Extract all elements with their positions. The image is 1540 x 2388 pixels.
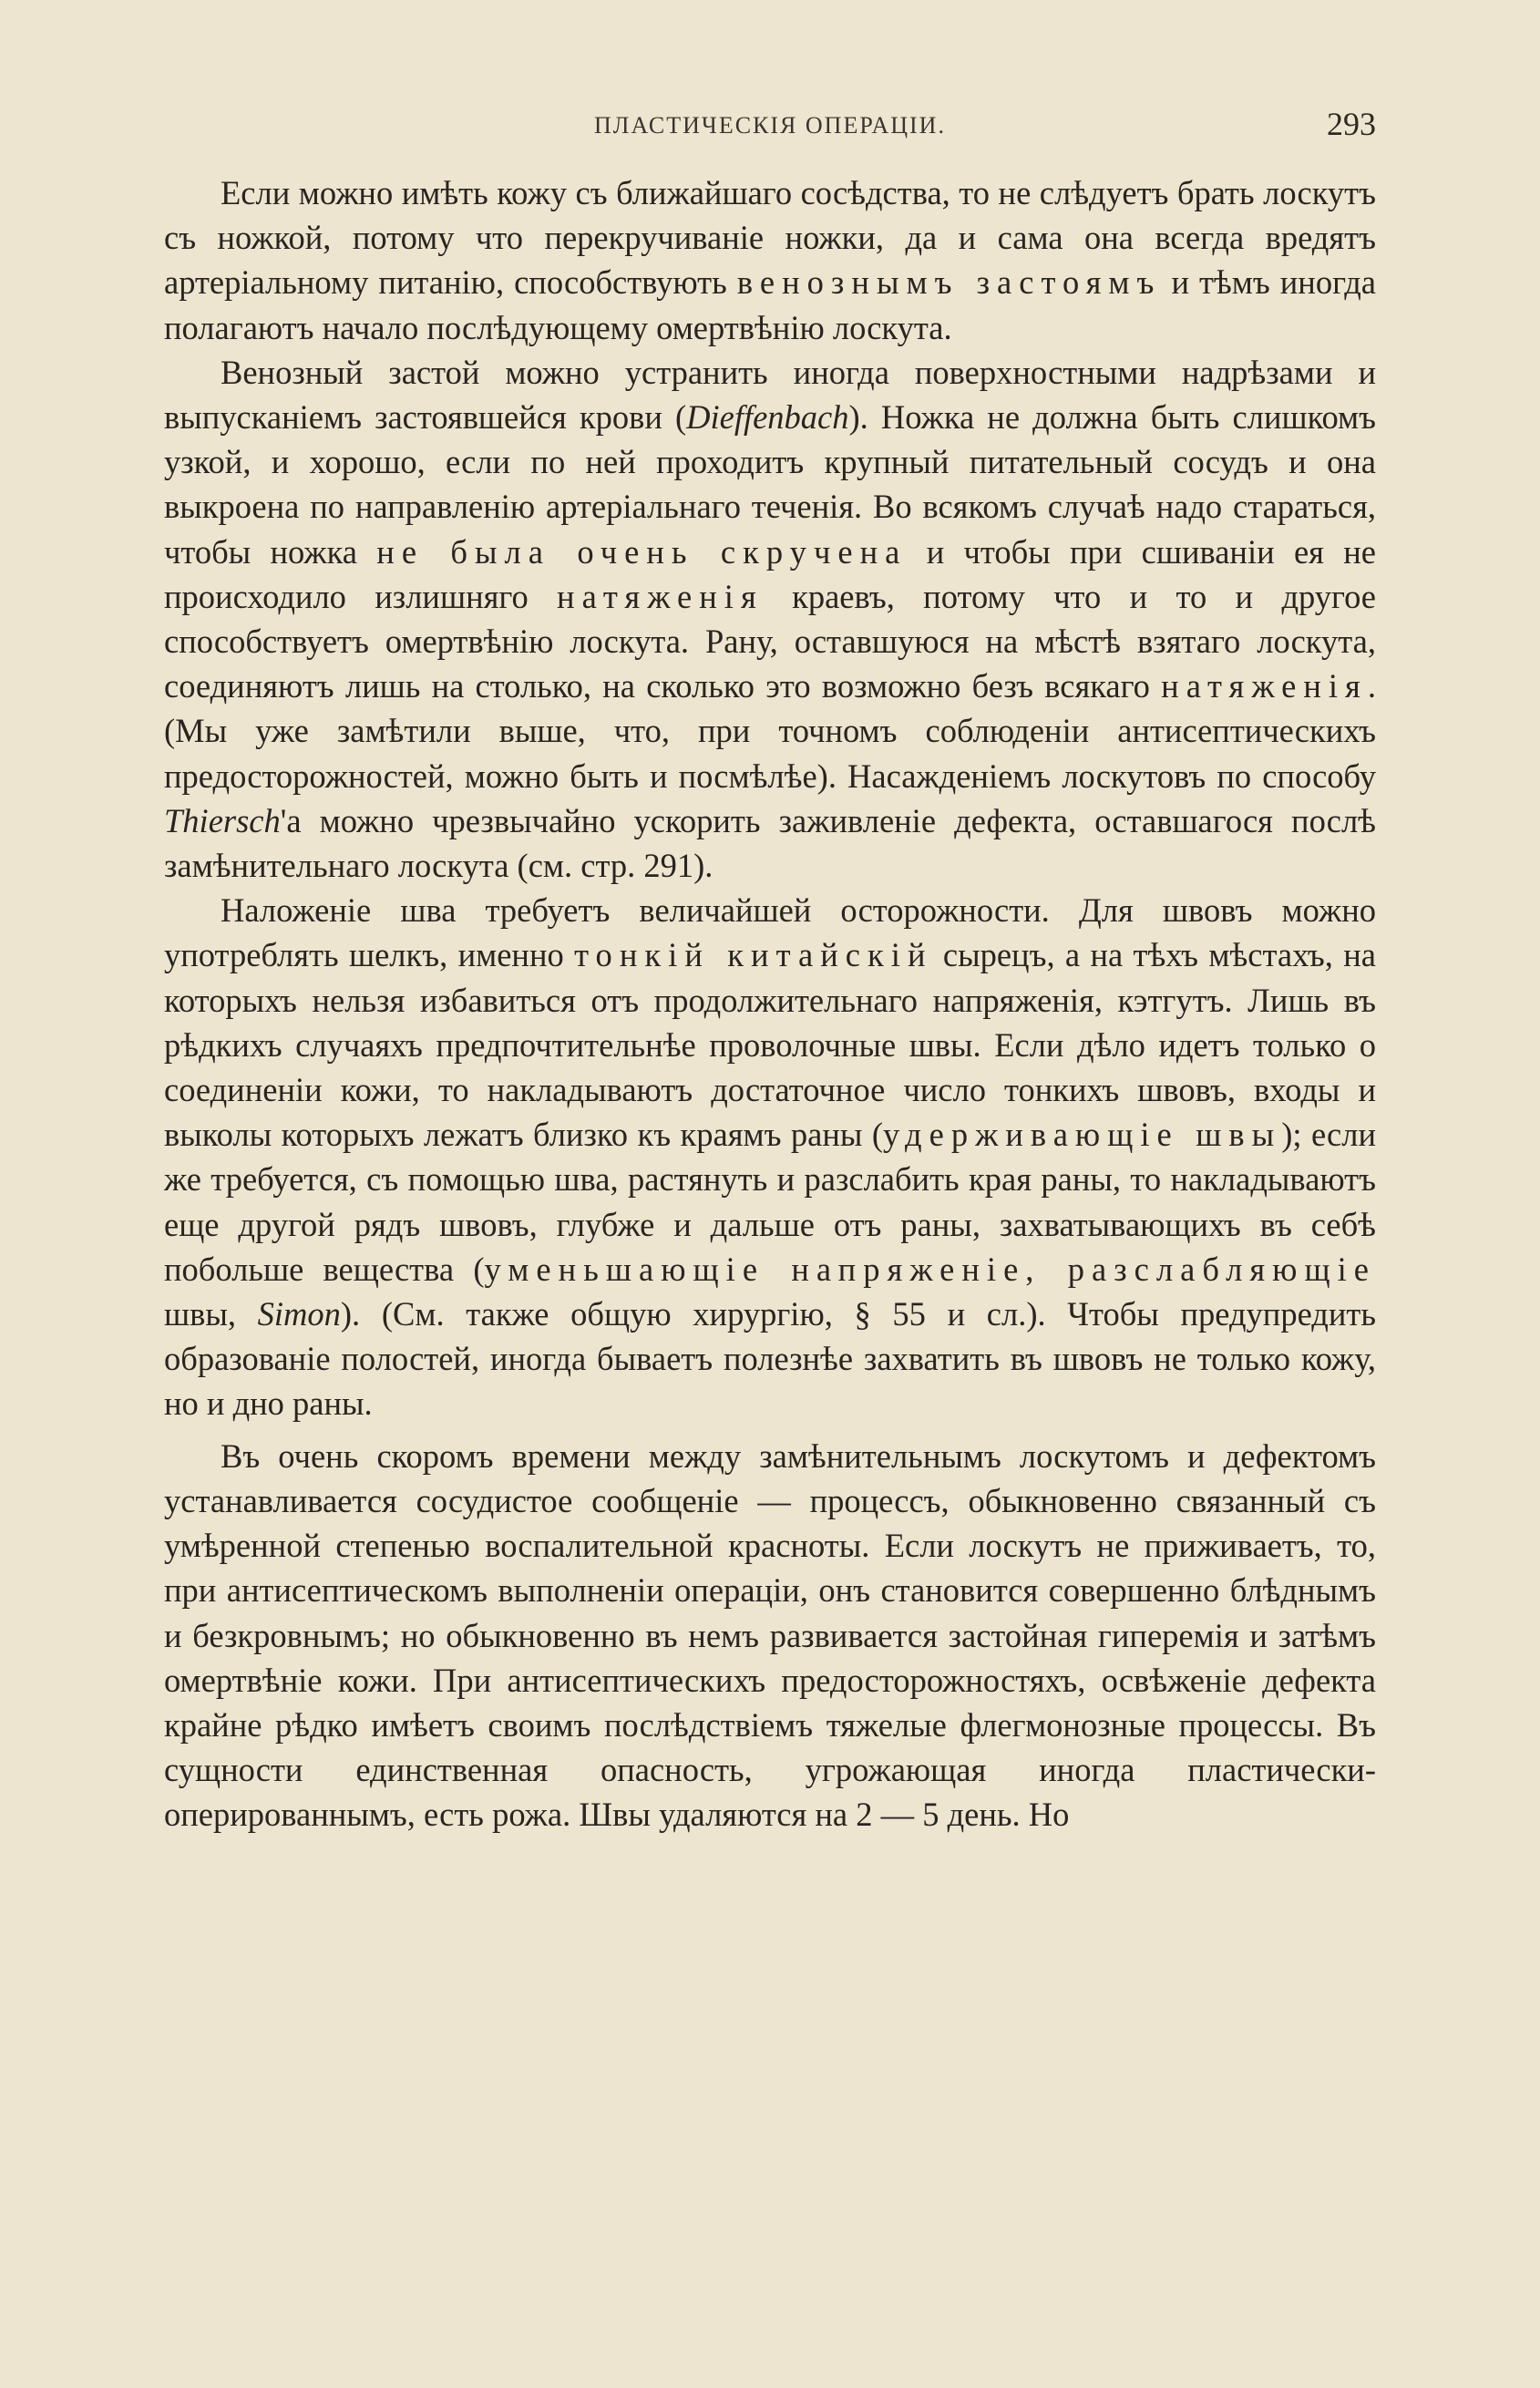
spaced-emphasis: натяженія: [1161, 667, 1368, 705]
text-run: ); если же требуется, съ помощью шва, растянуть и разслабить края раны, то накладываютъ еще другой рядъ швовъ, глубже и дальше отъ раны, захватывающихъ въ себѣ побольше вещества (: [164, 1116, 1376, 1288]
spaced-emphasis: венознымъ застоямъ: [736, 263, 1162, 302]
paragraph-2: [164, 350, 1376, 888]
text-run: швы,: [164, 1295, 258, 1333]
italic-name: Dieffenbach: [686, 398, 849, 437]
spaced-emphasis: натяженія: [557, 577, 764, 615]
page-number: 293: [1327, 106, 1376, 142]
body-text: [164, 170, 1376, 1837]
spaced-emphasis: не была очень скручена: [376, 532, 908, 571]
text-run: краевъ, потому что и то и другое способствуетъ омертвѣнію лоскута. Рану, оставшуюся на мѣстѣ взятаго лоскута, соединяютъ лишь на столько, на сколько это возможно безъ всякаго: [164, 577, 1376, 705]
spaced-emphasis: удерживающіе швы: [883, 1116, 1282, 1154]
running-title: ПЛАСТИЧЕСКІЯ ОПЕРАЦІИ.: [594, 112, 946, 139]
text-run: Наложеніе шва требуетъ величайшей осторожности. Для швовъ можно употреблять шелкъ, именно: [164, 891, 1376, 974]
text-run: ). Ножка не должна быть слишкомъ узкой, и хорошо, если по ней проходитъ крупный питательный сосудъ и она выкроена по направленію артеріальнаго теченія. Во всякомъ случаѣ надо стараться, чтобы ножка: [164, 398, 1376, 571]
text-run: Въ очень скоромъ времени между замѣнительнымъ лоскутомъ и дефектомъ устанавливается сосудистое сообщеніе — процессъ, обыкновенно связанный съ умѣренной степенью воспалительной красноты. Если лоскутъ не приживаетъ, то, при антисептическомъ выполненіи операціи, онъ становится совершенно блѣднымъ и безкровнымъ; но обыкновенно въ немъ развивается застойная гиперемія и затѣмъ омертвѣніе кожи. При антисептическихъ предосторожностяхъ, освѣженіе дефекта крайне рѣдко имѣетъ своимъ послѣдствіемъ тяжелые флегмонозные процессы. Въ сущности единственная опасность, угрожающая иногда пластически-оперированнымъ, есть рожа. Швы удаляются на 2 — 5 день. Но: [164, 1436, 1376, 1834]
text-run: ). (См. также общую хирургію, § 55 и сл.). Чтобы предупредить образованіе полостей, иногда бываетъ полезнѣе захватить въ швовъ не только кожу, но и дно раны.: [164, 1295, 1376, 1423]
italic-name: Simon: [257, 1295, 341, 1333]
paragraph-3: [164, 888, 1376, 1426]
text-run: сырецъ, а на тѣхъ мѣстахъ, на которыхъ нельзя избавиться отъ продолжительнаго напряженія, кэтгутъ. Лишь въ рѣдкихъ случаяхъ предпочтительнѣе проволочные швы. Если дѣло идетъ только о соединеніи кожи, то накладываютъ достаточное число тонкихъ швовъ, входы и выколы которыхъ лежатъ близко къ краямъ раны (: [164, 936, 1376, 1154]
text-run: Если можно имѣть кожу съ ближайшаго сосѣдства, то не слѣдуетъ брать лоскутъ съ ножкой, потому что перекручиваніе ножки, да и сама она всегда вредятъ артеріальному питанію, способствують: [164, 174, 1376, 302]
text-run: и тѣмъ иногда полагаютъ начало послѣдующему омертвѣнію лоскута.: [164, 263, 1377, 346]
spaced-emphasis: уменьшающіе напряженіе, разслабляющіе: [484, 1250, 1376, 1288]
page-header: [164, 105, 1376, 170]
text-run: 'а можно чрезвычайно ускорить заживленіе дефекта, оставшагося послѣ замѣнительнаго лоскута (см. стр. 291).: [164, 801, 1376, 885]
paragraph-4: [164, 1434, 1376, 1837]
paragraph-1: [164, 170, 1376, 350]
spaced-emphasis: тонкій китайскій: [574, 936, 933, 974]
text-run: . (Мы уже замѣтили выше, что, при точномъ соблюденіи антисептическихъ предосторожностей, можно быть и посмѣлѣе). Насажденіемъ лоскутовъ по способу: [164, 667, 1376, 795]
text-run: Венозный застой можно устранить иногда поверхностными надрѣзами и выпусканіемъ застоявшейся крови (: [164, 353, 1376, 437]
text-run: и чтобы при сшиваніи ея не происходило излишняго: [164, 532, 1376, 615]
italic-name: Thiersch: [164, 801, 281, 839]
